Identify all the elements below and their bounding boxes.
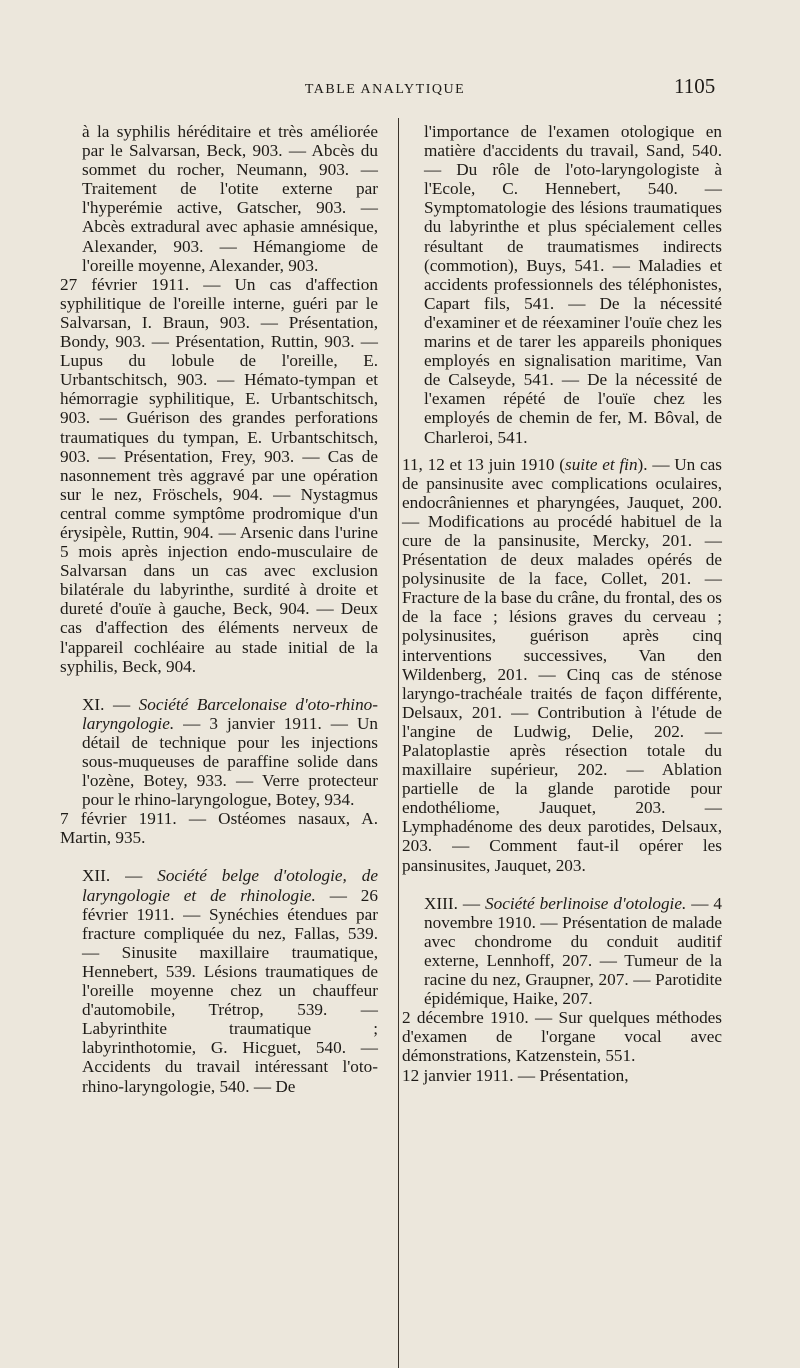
section-xiii-number: XIII. — <box>424 893 486 913</box>
section-xi-number: XI. — <box>82 694 139 714</box>
section-xii-number: XII. — <box>82 866 158 886</box>
running-header-title: TABLE ANALYTIQUE <box>304 82 466 97</box>
section-xi-title: Société Barcelonaise d'oto-rhino-laryngologie. <box>82 694 378 733</box>
right-paragraph-1: l'importance de l'examen otologique en matière d'accidents du travail, Sand, 540. — Du rôle de l'oto-laryngologiste à l'Ecole, C. Hennebert, 540. — Symptomatologie des lésions traumatiques du labyrinthe et plus spécialement celles résultant de traumatismes indirects (commotion), Buys, 541. — Maladies et accidents professionnels des téléphonistes, Capart fils, 541. — De la nécessité d'examiner et de réexaminer l'ouïe chez les marins et de tarer les appareils phoniques employés en signalisation maritime, Van de Calseyde, 541. — De la nécessité de l'examen répété de l'ouïe chez les employés de chemin de fer, M. Bôval, de Charleroi, 541. <box>424 122 722 447</box>
right-paragraph-2-date: 11, 12 et 13 juin 1910 ( <box>402 454 566 474</box>
section-xiii-title: Société berlinoise d'otologie. <box>485 893 687 913</box>
right-column <box>402 122 723 1085</box>
left-paragraph-4: 7 février 1911. — Ostéomes nasaux, A. Martin, 935. <box>60 809 378 848</box>
section-xi-text: — 3 janvier 1911. — Un détail de technique pour les injections sous-muqueuses de paraffine solide dans l'ozène, Botey, 933. — Verre protecteur pour le rhino-laryngologue, Botey, 934. <box>82 713 378 810</box>
right-paragraph-4: 2 décembre 1910. — Sur quelques méthodes d'examen de l'organe vocal avec démonstrations, Katzenstein, 551. <box>402 1008 722 1066</box>
right-paragraph-2 <box>398 455 722 875</box>
left-column <box>60 122 378 1096</box>
left-paragraph-1: à la syphilis héréditaire et très améliorée par le Salvarsan, Beck, 903. — Abcès du sommet du rocher, Neumann, 903. — Traitement de l'otite externe par l'hyperémie active, Gatscher, 903. — Abcès extradural avec aphasie amnésique, Alexander, 903. — Hémangiome de l'oreille moyenne, Alexander, 903. <box>82 122 378 275</box>
section-xii-text: — 26 février 1911. — Synéchies étendues par fracture compliquée du nez, Fallas, 539. — Sinusite maxillaire traumatique, Hennebert, 539. Lésions traumatiques de l'oreille moyenne chez un chauffeur d'automobile, Trétrop, 539. — Labyrinthite traumatique ; labyrinthotomie, G. Hicguet, 540. — Accidents du travail intéressant l'oto-rhino-laryngologie, 540. — De <box>82 885 378 1096</box>
right-paragraph-2-text: ). — Un cas de pansinusite avec complications oculaires, endocrâniennes et pharyngées, Jauquet, 200. — Modifications au procédé habituel de la cure de la pansinusite, Mercky, 201. — Présentation de deux malades opérés de polysinusite de la face, Collet, 201. — Fracture de la base du crâne, du frontal, des os de la face ; lésions graves du cerveau ; polysinusites, guérison après cinq interventions successives, Van den Wildenberg, 201. — Cinq cas de sténose laryngo-trachéale traités de façon différente, Delsaux, 201. — Contribution à l'étude de l'angine de Ludwig, Delie, 202. — Palatoplastie après résection totale du maxillaire supérieur, 202. — Ablation partielle de la glande parotide pour endothéliome, Jauquet, 203. — Lymphadénome des deux parotides, Delsaux, 203. — Comment faut-il opérer les pansinusites, Jauquet, 203. <box>402 454 722 875</box>
section-xi-paragraph <box>78 695 378 810</box>
section-xiii-paragraph <box>420 894 722 1009</box>
left-paragraph-2: 27 février 1911. — Un cas d'affection syphilitique de l'oreille interne, guéri par le Salvarsan, I. Braun, 903. — Présentation, Bondy, 903. — Présentation, Ruttin, 903. — Lupus du lobule de l'oreille, E. Urbantschitsch, 903. — Hémato-tympan et hémorragie syphilitique, E. Urbantschitsch, 903. — Guérison des grandes perforations traumatiques du tympan, E. Urbantschitsch, 903. — Présentation, Frey, 903. — Cas de nasonnement très aggravé par une opération sur le nez, Fröschels, 904. — Nystagmus central comme symptôme prodromique d'un érysipèle, Ruttin, 904. — Arsenic dans l'urine 5 mois après injection endo-musculaire de Salvarsan dans un cas avec exclusion bilatérale du labyrinthe, surdité à droite et dureté d'ouïe à gauche, Beck, 904. — Deux cas d'affection des éléments nerveux de l'appareil cochléaire au stade initial de la syphilis, Beck, 904. <box>60 274 378 676</box>
section-xiii-text: — 4 novembre 1910. — Présentation de malade avec chondrome du conduit auditif externe, Lennhoff, 207. — Tumeur de la racine du nez, Graupner, 207. — Parotidite épidémique, Haike, 207. <box>424 893 723 1009</box>
page-number: 1105 <box>674 74 716 98</box>
right-paragraph-5: 12 janvier 1911. — Présentation, <box>402 1065 629 1085</box>
right-paragraph-2-note: suite et fin <box>565 454 638 474</box>
section-xii-title: Société belge d'otologie, de laryngologie et de rhinologie. <box>82 866 378 905</box>
section-xii-paragraph <box>78 866 378 1095</box>
